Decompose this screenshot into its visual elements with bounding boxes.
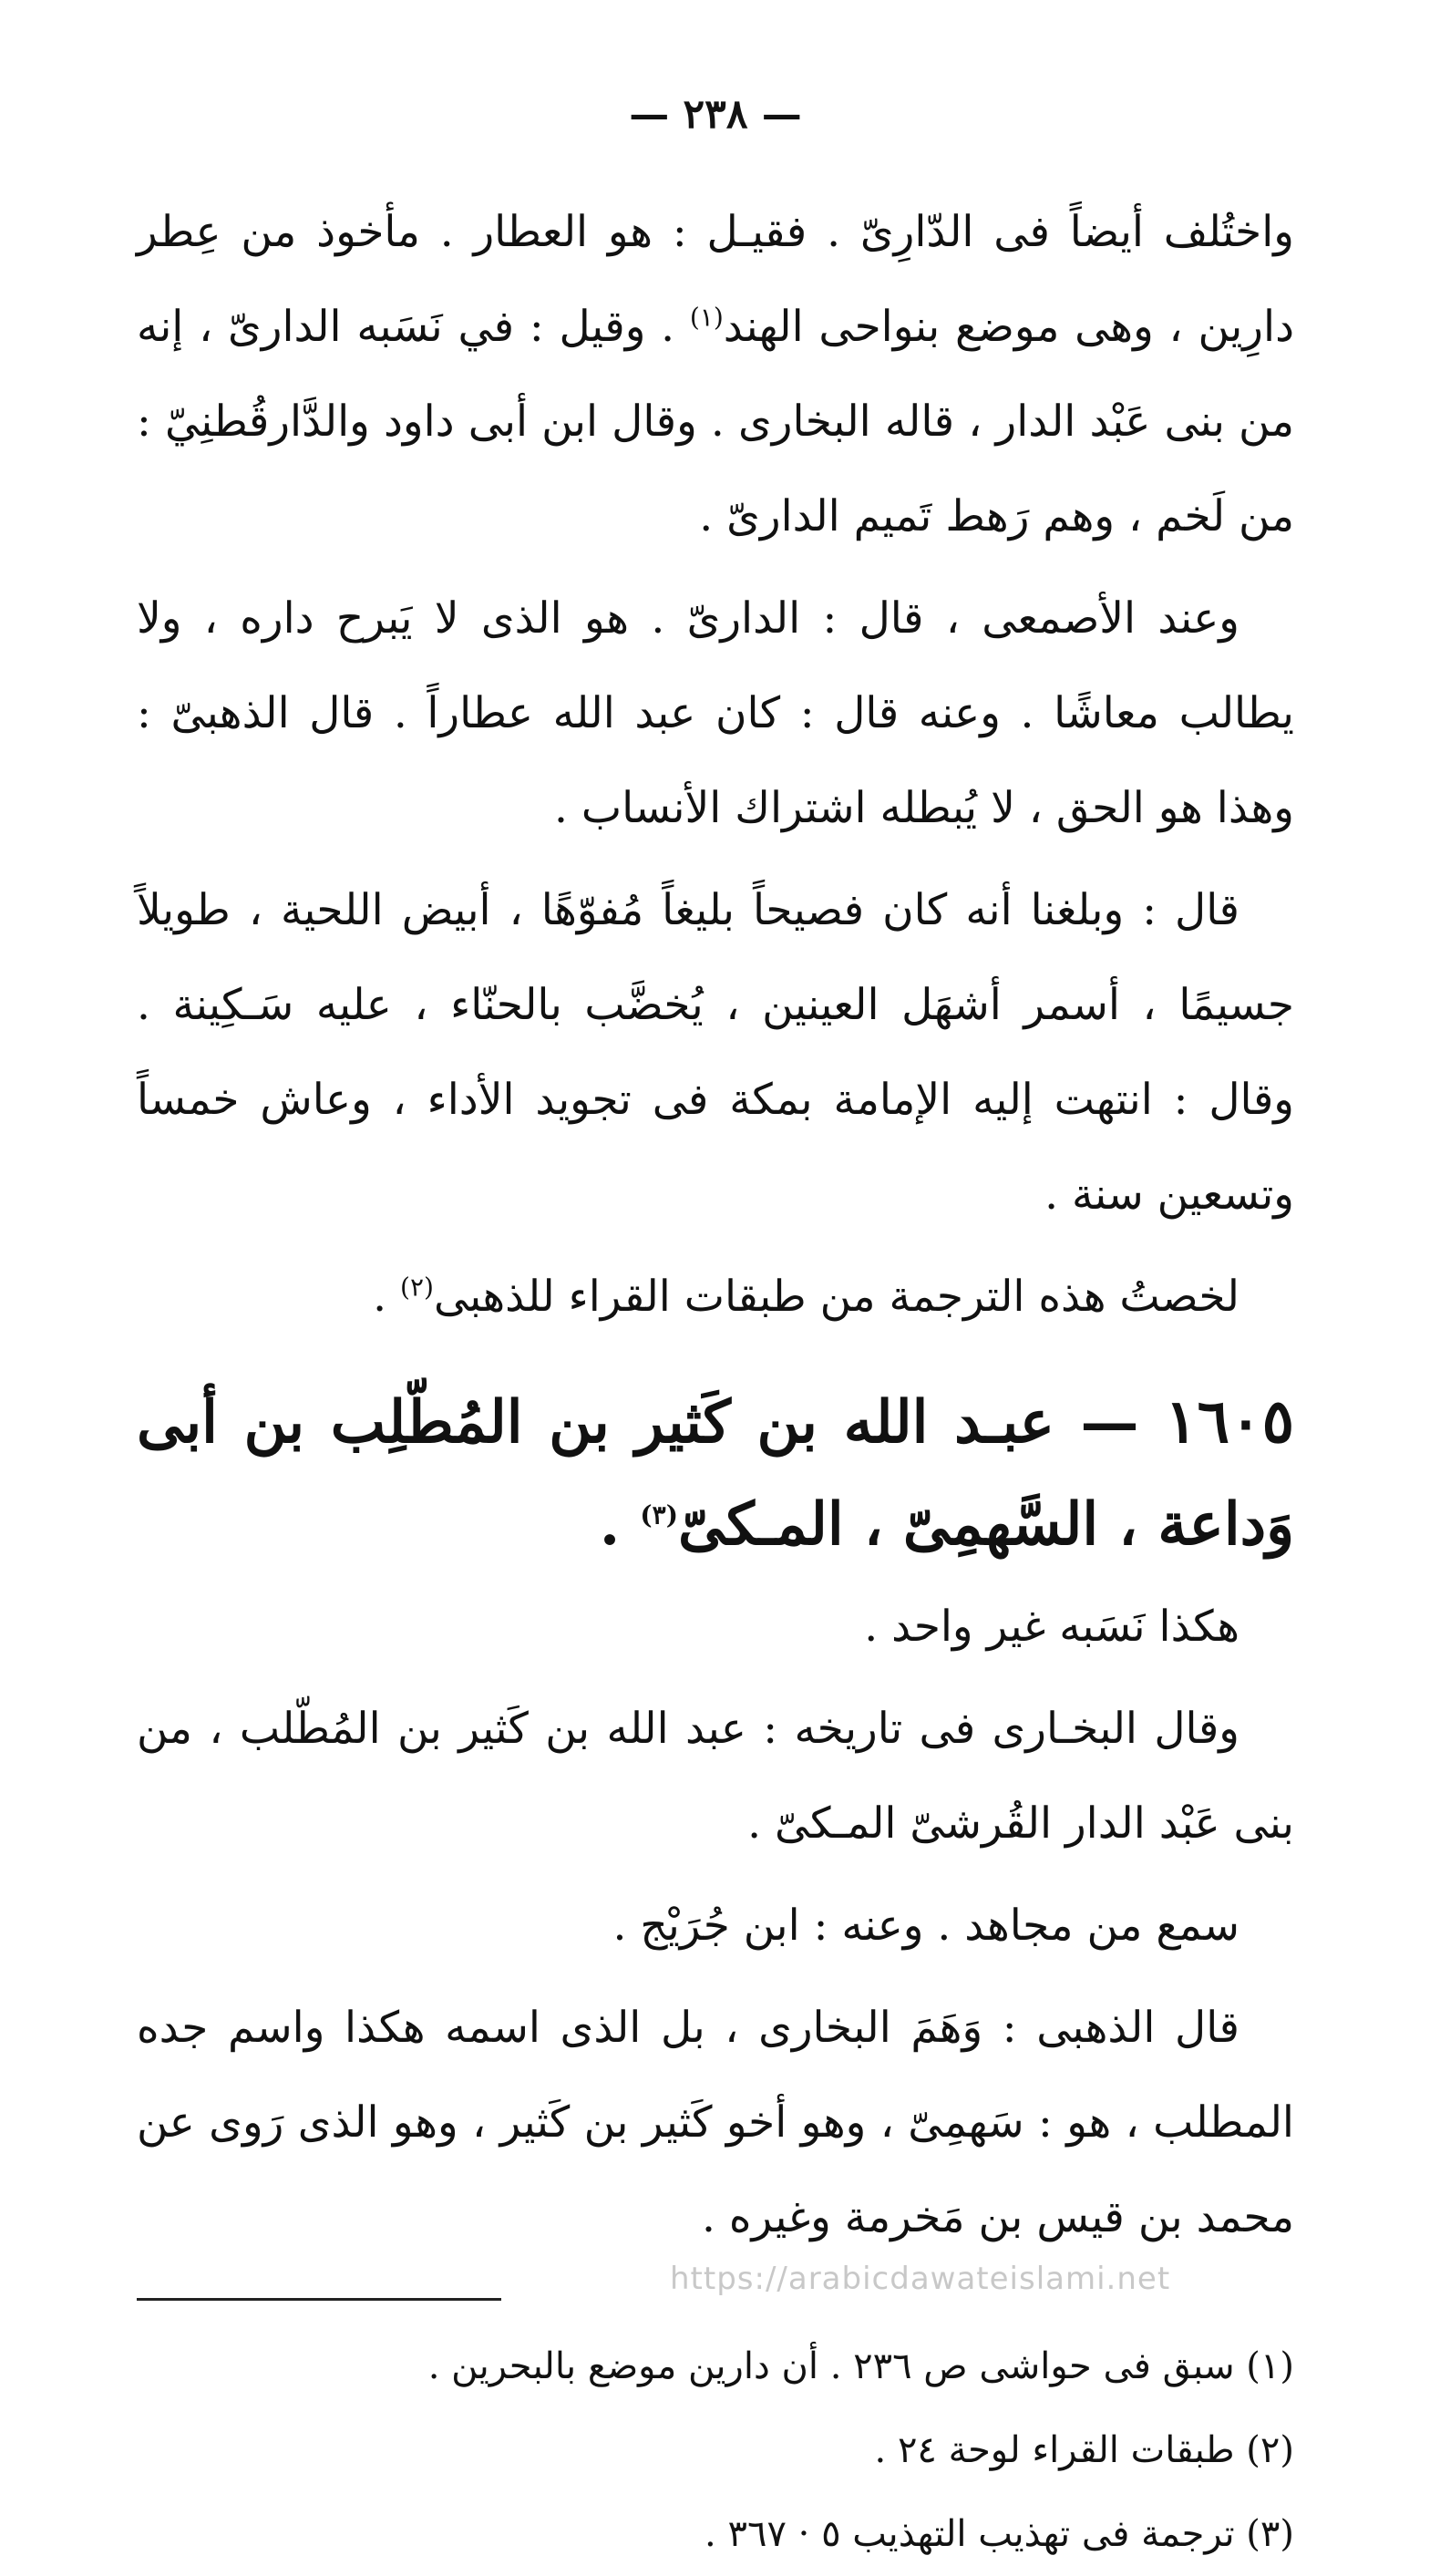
entry-number: ١٦٠٥ [1165, 1386, 1295, 1457]
entry-paragraph-3: سمع من مجاهد . وعنه : ابن جُرَيْج . [612, 1901, 1239, 1951]
footnote-3: (٣) ترجمة فى تهذيب التهذيب ٥ · ٣٦٧ . [705, 2513, 1294, 2555]
paragraph-1-text: واختُلف أيضاً فى الدّارِىّ . فقيـل : هو العطار . مأخوذ من عِطر دارِين ، وهى موضع بنواحى الهند [137, 207, 1294, 352]
page-number: — ٢٣٨ — [629, 91, 802, 138]
footnote-mark-1[interactable]: (١) [689, 302, 724, 333]
footnote-1: (١) سبق فى حواشى ص ٢٣٦ . أن دارين موضع بالبحرين . [427, 2345, 1294, 2387]
paragraph-1-continuation: وقيل : في نَسَبه الدارىّ ، إنه من بنى عَبْد الدار ، قاله البخارى . وقال ابن أبى داود والدَّارقُطنِيّ : من لَخم ، وهم رَهط تَميم الدارىّ . [137, 302, 1294, 541]
entry-paragraph-2: وقال البخـارى فى تاريخه : عبد الله بن كَثير بن المُطّلب ، من بنى عَبْد الدار القُرشىّ المـكىّ . [137, 1704, 1294, 1849]
footnote-mark-2[interactable]: (٢) [400, 1272, 434, 1303]
entry-paragraph-4: قال الذهبى : وَهَمَ البخارى ، بل الذى اسمه هكذا واسم جده المطلب ، هو : سَهمِىّ ، وهو أخو كَثير بن كَثير ، وهو الذى رَوى عن محمد بن قيس بن مَخرمة وغيره . [137, 2003, 1294, 2242]
paragraph-1-tail: . [661, 302, 690, 352]
footnote-2: (٢) طبقات القراء لوحة ٢٤ . [874, 2429, 1294, 2471]
paragraph-asmai: وعند الأصمعى ، قال : الدارىّ . هو الذى لا يَبرح داره ، ولا يطالب معاشًا . وعنه قال : كان عبد الله عطاراً . قال الذهبىّ : وهذا هو الحق ، لا يُبطله اشتراك الأنساب . [137, 593, 1294, 833]
paragraph-source [137, 1250, 1294, 1345]
paragraph-source-tail: . [373, 1272, 401, 1322]
entry-title: — عبـد الله بن كَثير بن المُطّلِب بن أبى وَداعة ، السَّهمِىّ ، المـكىّ [137, 1388, 1294, 1559]
paragraph-1 [137, 185, 1294, 564]
entry-title-tail: . [599, 1490, 641, 1559]
book-page [137, 91, 1295, 2555]
watermark-url: https://arabicdawateislami.net [670, 2261, 1171, 2297]
footnote-divider [137, 2298, 501, 2301]
entry-paragraph-1: هكذا نَسَبه غير واحد . [864, 1602, 1239, 1652]
paragraph-description: قال : وبلغنا أنه كان فصيحاً بليغاً مُفوّهًا ، أبيض اللحية ، طويلاً جسيمًا ، أسمر أشهَل العينين ، يُخضَّب بالحنّاء ، عليه سَـكِينة . وقال : انتهت إليه الإمامة بمكة فى تجويد الأداء ، وعاش خمساً وتسعين سنة . [137, 885, 1294, 1220]
footnote-mark-3[interactable]: (٣) [640, 1499, 678, 1530]
entry-heading [137, 1370, 1294, 1576]
footnotes [137, 2324, 1294, 2576]
paragraph-source-text: لخصتُ هذه الترجمة من طبقات القراء للذهبى [433, 1272, 1239, 1322]
